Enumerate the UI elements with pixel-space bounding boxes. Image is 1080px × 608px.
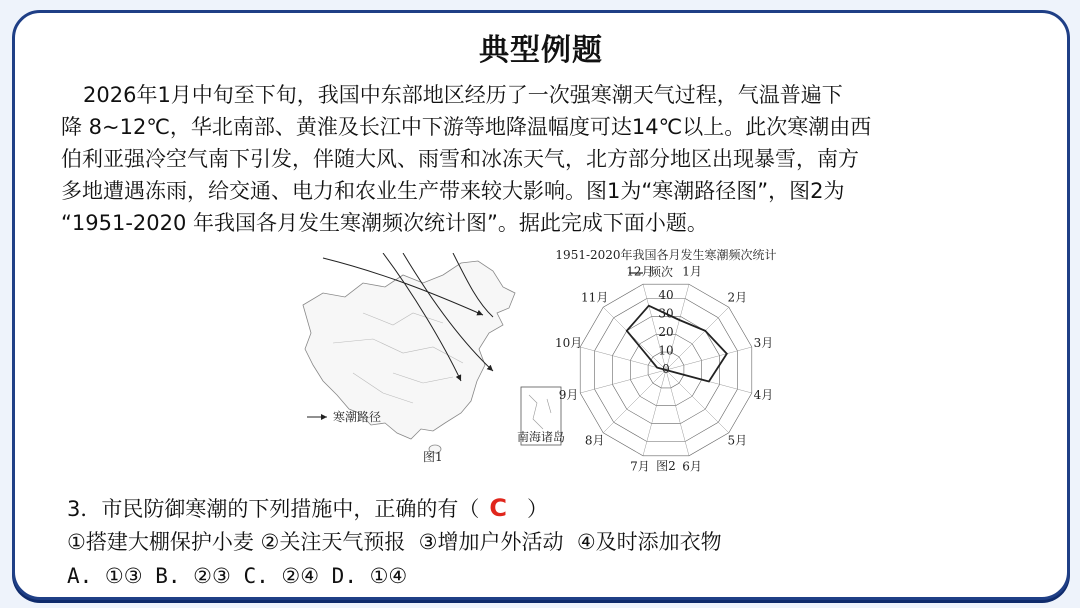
radar-series-frequency	[627, 306, 727, 382]
question-stem-end: ）	[526, 497, 548, 521]
answer-mark: C	[489, 494, 507, 522]
slide-card	[12, 10, 1070, 600]
question-paragraph	[61, 79, 1061, 239]
question-stem: 3．市民防御寒潮的下列措施中，正确的有（	[67, 497, 480, 521]
question-block	[67, 491, 722, 593]
month-label: 9月	[558, 388, 579, 403]
paragraph-line: 多地遭遇冻雨，给交通、电力和农业生产带来较大影响。图1为“寒潮路径图”，图2为	[61, 179, 845, 203]
month-label: 8月	[584, 433, 605, 448]
paragraph-line: 2026年1月中旬至下旬，我国中东部地区经历了一次强寒潮天气过程，气温普遍下	[83, 83, 843, 107]
month-label: 6月	[682, 459, 702, 474]
choices-line: A. ①③ B. ②③ C. ②④ D. ①④	[67, 564, 408, 588]
map-legend-label: 寒潮路径	[333, 410, 382, 424]
figure2-caption: 图2	[656, 459, 676, 473]
radar-spoke	[580, 370, 666, 393]
radar-spoke	[666, 370, 689, 456]
month-label: 10月	[554, 335, 583, 350]
radial-tick-label: 30	[658, 306, 674, 321]
month-label: 5月	[727, 433, 748, 448]
inset-label: 南海诸岛	[516, 430, 566, 444]
chart-legend-label: 频次	[649, 265, 674, 279]
paragraph-line: 伯利亚强冷空气南下引发，伴随大风、雨雪和冰冻天气，北方部分地区出现暴雪，南方	[61, 147, 859, 171]
cold-wave-path-map	[293, 253, 573, 473]
month-label: 12月	[626, 264, 654, 279]
paragraph-line: 降 8~12℃，华北南部、黄淮及长江中下游等地降温幅度可达14℃以上。此次寒潮由西	[61, 115, 872, 139]
radial-tick-label: 10	[658, 343, 674, 358]
radar-spoke	[666, 347, 752, 370]
options-line: ①搭建大棚保护小麦 ②关注天气预报 ③增加户外活动 ④及时添加衣物	[67, 530, 722, 554]
radial-tick-label: 20	[658, 325, 674, 339]
radar-tick-labels	[658, 288, 673, 376]
month-label: 4月	[753, 388, 774, 403]
month-label: 7月	[630, 459, 650, 474]
month-label: 2月	[727, 290, 748, 305]
month-label: 11月	[581, 290, 609, 305]
page-title: 典型例题	[479, 33, 603, 68]
month-label: 1月	[682, 264, 702, 279]
radial-tick-label: 40	[658, 288, 674, 302]
radar-spoke	[580, 347, 666, 370]
radial-tick-label: 0	[662, 362, 670, 376]
cold-wave-frequency-radar-chart	[541, 248, 791, 476]
figure1-caption: 图1	[423, 450, 443, 464]
question-stem-line	[67, 491, 722, 525]
month-label: 3月	[753, 335, 774, 350]
paragraph-line: “1951-2020 年我国各月发生寒潮频次统计图”。据此完成下面小题。	[61, 211, 708, 235]
radar-spoke	[643, 370, 666, 456]
chart-title: 1951-2020年我国各月发生寒潮频次统计	[555, 248, 777, 262]
